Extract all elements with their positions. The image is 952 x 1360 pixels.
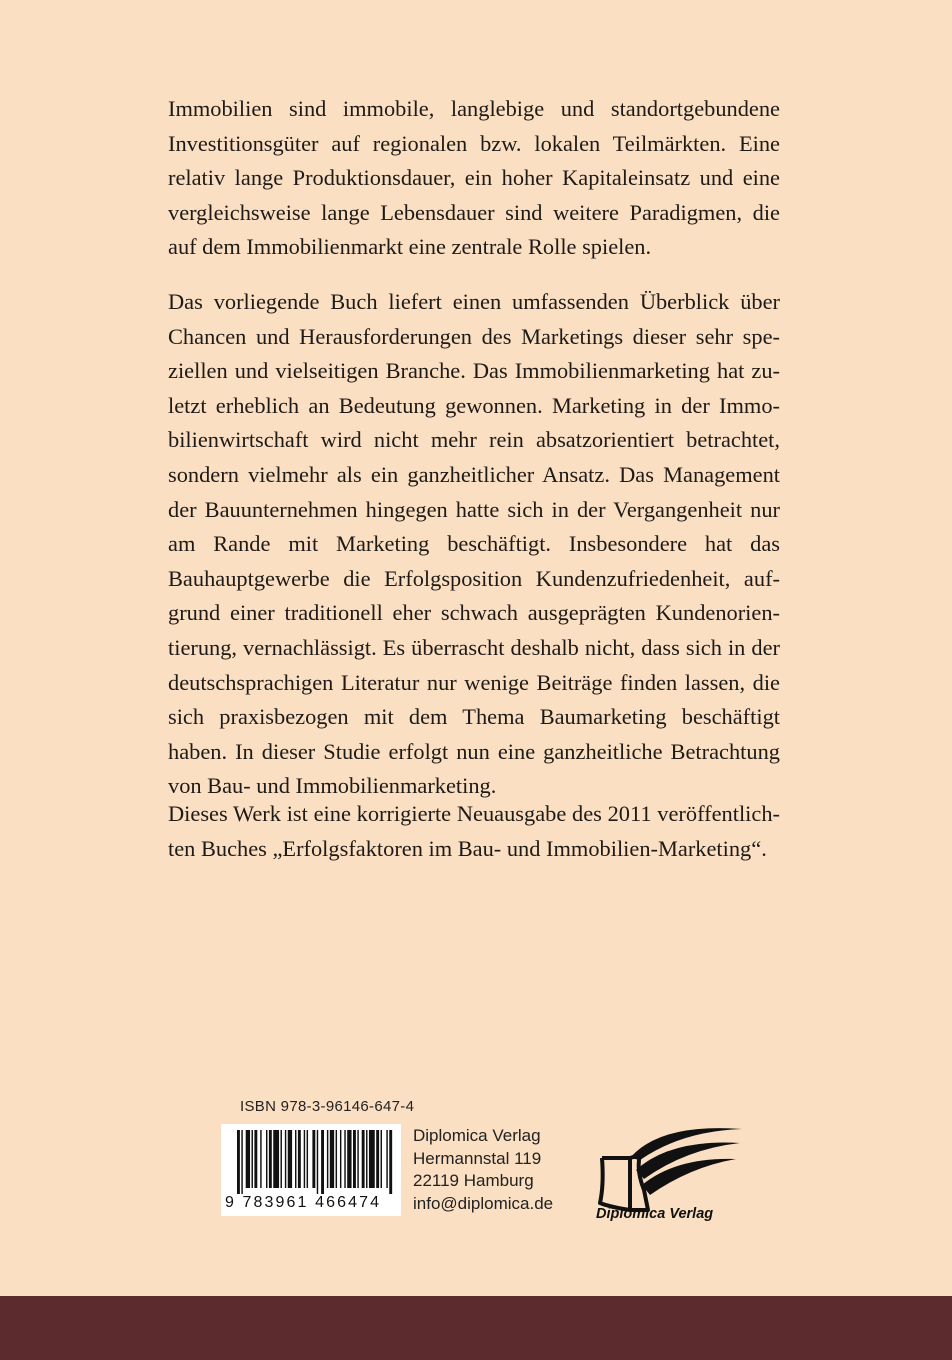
blurb-paragraph-2 [168,285,780,804]
logo-wordmark: Diplomica Verlag [596,1206,714,1222]
blurb-paragraph-1-text: Immobilien sind immobile, langlebige und standortgebundene Investitionsgüter auf regionalen bzw. lokalen Teilmärkten. Eine relativ lange Produktionsdauer, ein hoher Kapitaleinsatz und eine vergleichsweise lange Lebensdauer sind weitere Paradigmen, die auf dem Immobilienmarkt eine zentrale Rolle spielen. [168,96,780,260]
barcode-bars [221,1124,401,1194]
blurb-paragraph-3 [168,797,780,866]
isbn-label: ISBN 978-3-96146-647-4 [240,1098,415,1115]
isbn-barcode [221,1124,401,1216]
footer-band [0,1296,952,1360]
publisher-name: Diplomica Verlag [413,1126,541,1145]
publisher-address [413,1125,553,1215]
publisher-city: 22119 Hamburg [413,1171,534,1190]
blurb-paragraph-1 [168,92,780,265]
blurb-paragraph-2-text: Das vorliegende Buch liefert einen umfassenden Überblick über Chancen und Herausforderungen des Marketings dieser sehr speziellen und vielseitigen Branche. Das Immobilienmarketing hat zuletzt erheblich an Bedeutung gewonnen. Marketing in der Immobilienwirtschaft wird nicht mehr rein absatzorientiert betrachtet, sondern vielmehr als ein ganzheitlicher Ansatz. Das Management der Bauunternehmen hingegen hatte sich in der Vergangenheit nur am Rande mit Marketing beschäftigt. Insbesondere hat das Bauhauptgewerbe die Erfolgsposition Kundenzufriedenheit, aufgrund einer traditionell eher schwach ausgeprägten Kundenorientierung, vernachlässigt. Es überrascht deshalb nicht, dass sich in der deutschsprachigen Literatur nur wenige Beiträge finden lassen, die sich praxisbezogen mit dem Thema Baumarketing beschäftigt haben. In dieser Studie erfolgt nun eine ganzheitliche Betrachtung von Bau- und Immobilienmarketing. [168,289,780,799]
blurb-paragraph-3-text: Dieses Werk ist eine korrigierte Neuausgabe des 2011 veröffentlichten Buches „Erfolgsfaktoren im Bau- und Immobilien-Marketing“. [168,801,780,861]
barcode-digits: 9 783961 466474 [225,1194,382,1211]
publisher-street: Hermannstal 119 [413,1148,542,1168]
publisher-email: info@diplomica.de [413,1193,554,1213]
